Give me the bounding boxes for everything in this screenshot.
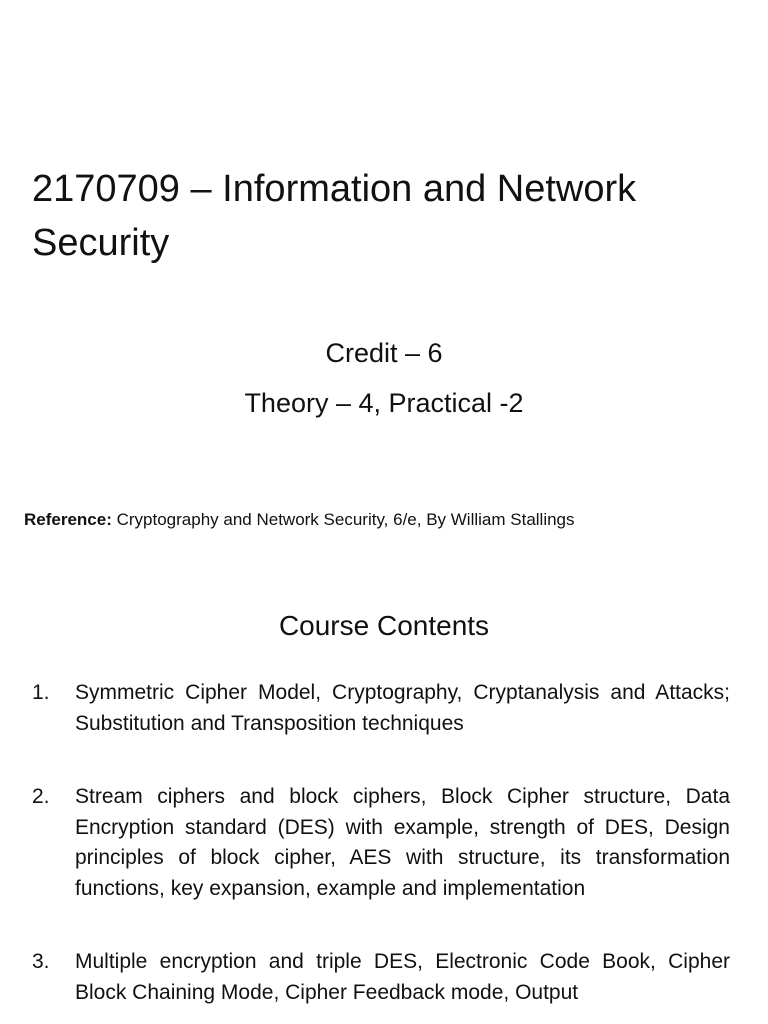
list-item-number: 2.: [32, 785, 50, 808]
list-item: [32, 782, 730, 904]
hours-line: Theory – 4, Practical -2: [244, 388, 524, 418]
credit-block: [0, 328, 768, 428]
section-heading: Course Contents: [278, 610, 490, 641]
list-item-text: Symmetric Cipher Model, Cryptography, Cryptanalysis and Attacks; Substitution and Transposition techniques: [75, 681, 730, 735]
list-item: [32, 947, 730, 1008]
reference-text: Cryptography and Network Security, 6/e, By William Stallings: [111, 510, 575, 529]
credit-line: Credit – 6: [325, 338, 443, 368]
list-item-text: Stream ciphers and block ciphers, Block Cipher structure, Data Encryption standard (DES) with example, strength of DES, Design principles of block cipher, AES with structure, its transformation functions, key expansion, example and implementation: [75, 785, 730, 900]
list-item-text: Multiple encryption and triple DES, Electronic Code Book, Cipher Block Chaining Mode, Cipher Feedback mode, Output: [75, 950, 730, 1004]
document-title: 2170709 – Information and Network Security: [32, 168, 637, 264]
course-contents-list: [32, 678, 730, 1024]
list-item-number: 1.: [32, 681, 50, 704]
reference-label: Reference:: [24, 510, 112, 529]
reference-line: [24, 507, 764, 533]
list-item: [32, 678, 730, 739]
list-item-number: 3.: [32, 950, 50, 973]
